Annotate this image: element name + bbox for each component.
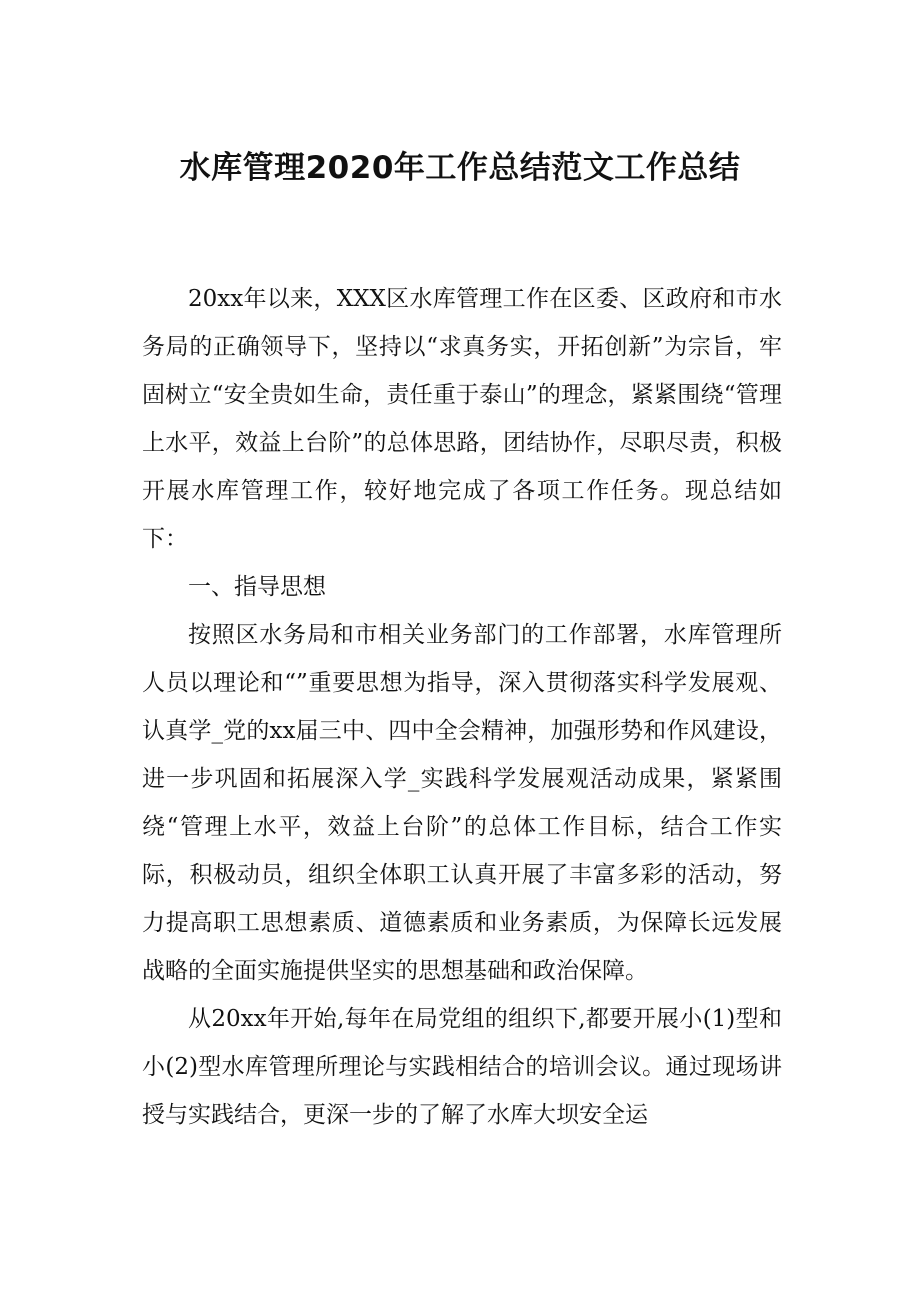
training-paragraph: 从20xx年开始,每年在局党组的组织下,都要开展小(1)型和小(2)型水库管理所理论与实践相结合的培训会议。通过现场讲授与实践结合，更深一步的了解了水库大坝安全运 bbox=[142, 1006, 782, 1128]
guiding-ideology-paragraph: 按照区水务局和市相关业务部门的工作部署，水库管理所人员以理论和“”重要思想为指导，深入贯彻落实科学发展观、认真学_党的xx届三中、四中全会精神，加强形势和作风建设，进一步巩固和拓展深入学_实践科学发展观活动成果，紧紧围绕“管理上水平，效益上台阶”的总体工作目标，结合工作实际，积极动员，组织全体职工认真开展了丰富多彩的活动，努力提高职工思想素质、道德素质和业务素质，为保障长远发展战略的全面实施提供坚实的思想基础和政治保障。 bbox=[142, 622, 782, 984]
section-heading-guiding-ideology: 一、指导思想 bbox=[188, 574, 326, 600]
document-title: 水库管理2020年工作总结范文工作总结 bbox=[179, 150, 741, 186]
intro-paragraph: 20xx年以来，XXX区水库管理工作在区委、区政府和市水务局的正确领导下，坚持以“求真务实，开拓创新”为宗旨，牢固树立“安全贵如生命，责任重于泰山”的理念，紧紧围绕“管理上水平，效益上台阶”的总体思路，团结协作，尽职尽责，积极开展水库管理工作，较好地完成了各项工作任务。现总结如下： bbox=[142, 286, 782, 552]
document-body bbox=[142, 275, 782, 1139]
